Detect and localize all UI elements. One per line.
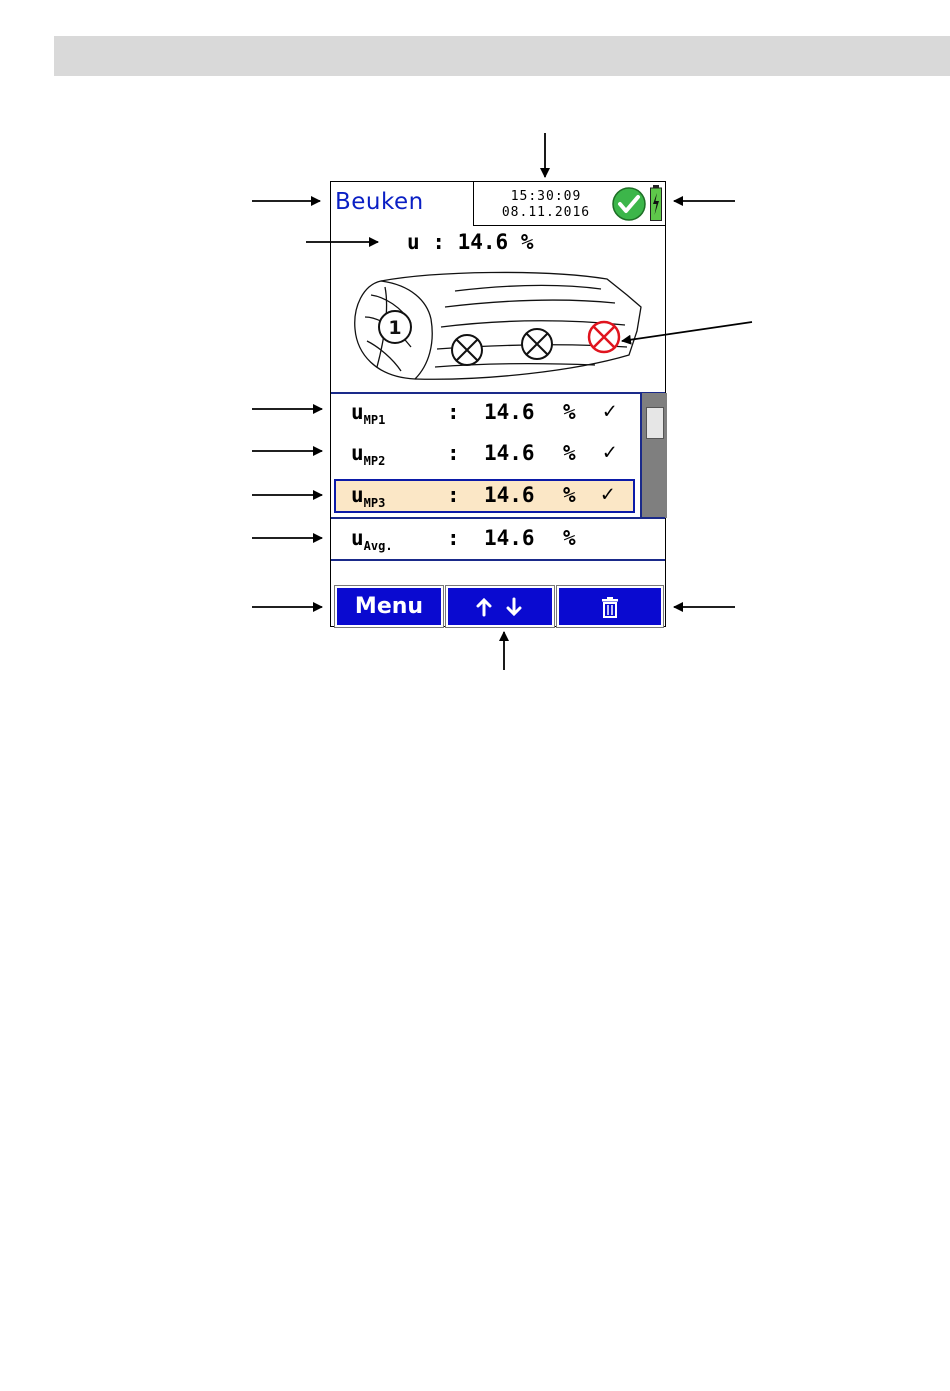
avg-symbol: $u_{Avg.}$ (351, 526, 393, 553)
row-value: 14.6 (484, 441, 535, 465)
main-value: 14.6 (457, 230, 509, 254)
row-unit: % (563, 400, 576, 424)
row-value: 14.6 (484, 400, 535, 424)
avg-colon: : (447, 526, 460, 550)
row-symbol: $u_{MP3}$ (351, 483, 386, 510)
avg-value: 14.6 (484, 526, 535, 550)
row-colon: : (447, 441, 460, 465)
row-unit: % (563, 441, 576, 465)
callout-arrow-measure-point (622, 322, 752, 341)
row-value: 14.6 (484, 483, 535, 507)
row-symbol: $u_{MP1}$ (351, 400, 386, 427)
clock-time: 15:30:09 (510, 189, 582, 204)
menu-button-label: Menu (354, 594, 424, 619)
main-unit: % (520, 230, 534, 254)
clock-date: 08.11.2016 (501, 205, 591, 220)
measure-point-number: 1 (388, 317, 402, 339)
row-unit: % (563, 483, 576, 507)
checkmark-icon: ✓ (601, 482, 615, 507)
main-colon: : (432, 230, 445, 254)
row-colon: : (447, 400, 460, 424)
main-symbol: u (407, 230, 420, 254)
avg-unit: % (563, 526, 576, 550)
checkmark-icon: ✓ (603, 399, 617, 424)
row-symbol: $u_{MP2}$ (351, 441, 386, 468)
checkmark-icon: ✓ (603, 440, 617, 465)
row-colon: : (447, 483, 460, 507)
wood-species-label[interactable]: Beuken (335, 189, 424, 215)
